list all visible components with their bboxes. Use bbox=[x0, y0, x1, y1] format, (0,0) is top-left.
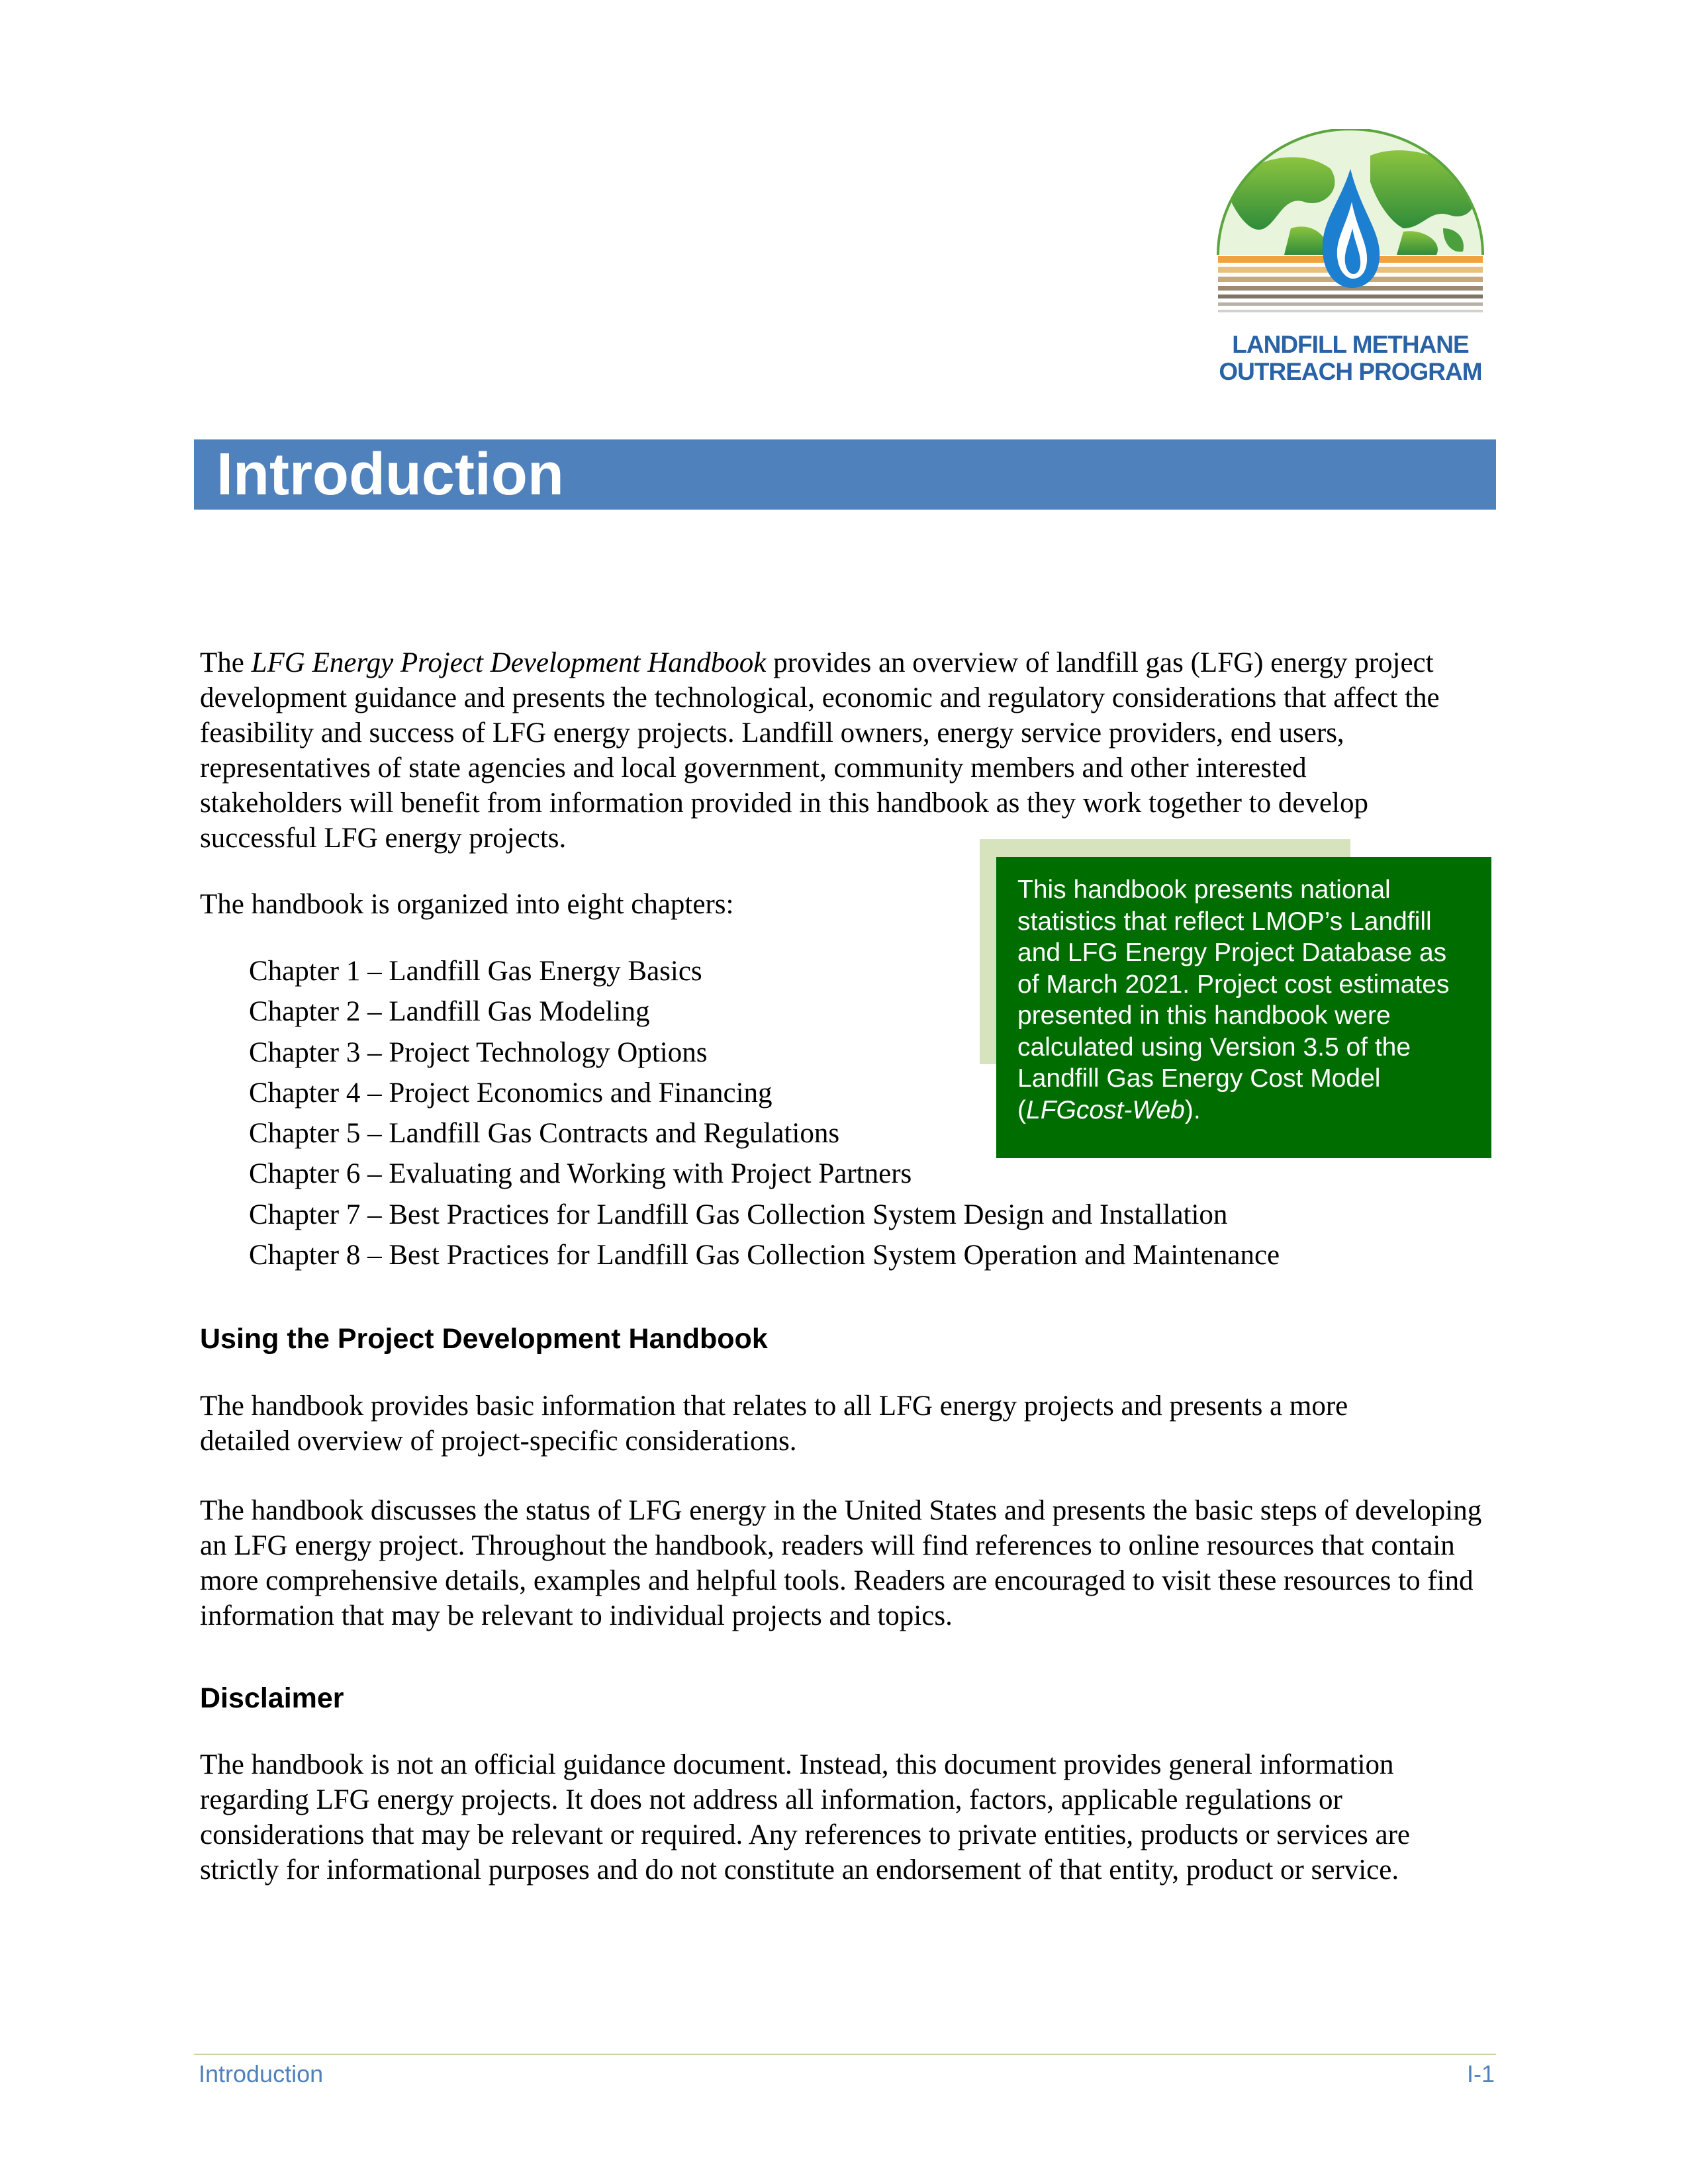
footer-divider bbox=[194, 2054, 1496, 2055]
title-bar bbox=[194, 439, 1496, 510]
handbook-title: LFG Energy Project Development Handbook bbox=[251, 647, 767, 678]
chapter-item: Chapter 2 – Landfill Gas Modeling bbox=[249, 996, 650, 1028]
footer-page-number: I-1 bbox=[1466, 2060, 1495, 2087]
chapter-item: Chapter 8 – Best Practices for Landfill Gas Collection System Operation and Maintenance bbox=[249, 1240, 1280, 1271]
callout-text-end: ). bbox=[1184, 1095, 1201, 1124]
lmop-logo bbox=[1205, 129, 1496, 400]
section-heading-using: Using the Project Development Handbook bbox=[200, 1323, 768, 1355]
callout-text: This handbook presents national statistics that reflect LMOP’s Landfill and LFG Energy Project Database as of March 2021. Project cost estimates presented in this handbook were calculated using Version 3.5 of the Landfill Gas Energy Cost Model ( bbox=[1017, 876, 1450, 1124]
callout-box bbox=[996, 857, 1491, 1158]
intro-rest: provides an overview of landfill gas (LFG) energy project development guidance and presents the technological, economic and regulatory considerations that affect the feasibility and success of LFG energy projects. Landfill owners, energy service providers, end users, representatives of state agencies and local government, community members and other interested stakeholders will benefit from information provided in this handbook as they work together to develop successful LFG energy projects. bbox=[200, 647, 1440, 854]
chapter-item: Chapter 5 – Landfill Gas Contracts and Regulations bbox=[249, 1118, 840, 1150]
logo-line-1: LANDFILL METHANE bbox=[1232, 331, 1469, 358]
chapter-item: Chapter 3 – Project Technology Options bbox=[249, 1036, 708, 1068]
callout-model-name: LFGcost-Web bbox=[1026, 1095, 1185, 1124]
logo-line-2: OUTREACH PROGRAM bbox=[1219, 358, 1482, 385]
intro-lead: The bbox=[200, 647, 252, 678]
chapters-intro: The handbook is organized into eight chapters: bbox=[200, 889, 734, 920]
chapter-item: Chapter 6 – Evaluating and Working with Project Partners bbox=[249, 1158, 912, 1190]
chapter-item: Chapter 4 – Project Economics and Financing bbox=[249, 1077, 773, 1109]
globe-flame-icon bbox=[1205, 129, 1496, 341]
section-heading-disclaimer: Disclaimer bbox=[200, 1682, 344, 1714]
footer-section-label: Introduction bbox=[199, 2060, 324, 2087]
intro-paragraph bbox=[200, 645, 1448, 856]
disclaimer-paragraph: The handbook is not an official guidance document. Instead, this document provides general information regarding LFG energy projects. It does not address all information, factors, applicable regulations or considerations that may be relevant or required. Any references to private entities, products or services are strictly for informational purposes and do not constitute an endorsement of that entity, product or service. bbox=[200, 1749, 1410, 1886]
using-paragraph-2: The handbook discusses the status of LFG energy in the United States and presents the basic steps of developing an LFG energy project. Throughout the handbook, readers will find references to online resources that contain more comprehensive details, examples and helpful tools. Readers are encouraged to visit these resources to find information that may be relevant to individual projects and topics. bbox=[200, 1495, 1482, 1631]
chapter-item: Chapter 1 – Landfill Gas Energy Basics bbox=[249, 956, 702, 987]
chapter-item: Chapter 7 – Best Practices for Landfill Gas Collection System Design and Installation bbox=[249, 1199, 1228, 1230]
using-paragraph-1: The handbook provides basic information that relates to all LFG energy projects and presents a more detailed overview of project-specific considerations. bbox=[200, 1390, 1348, 1457]
page-title: Introduction bbox=[216, 441, 564, 508]
